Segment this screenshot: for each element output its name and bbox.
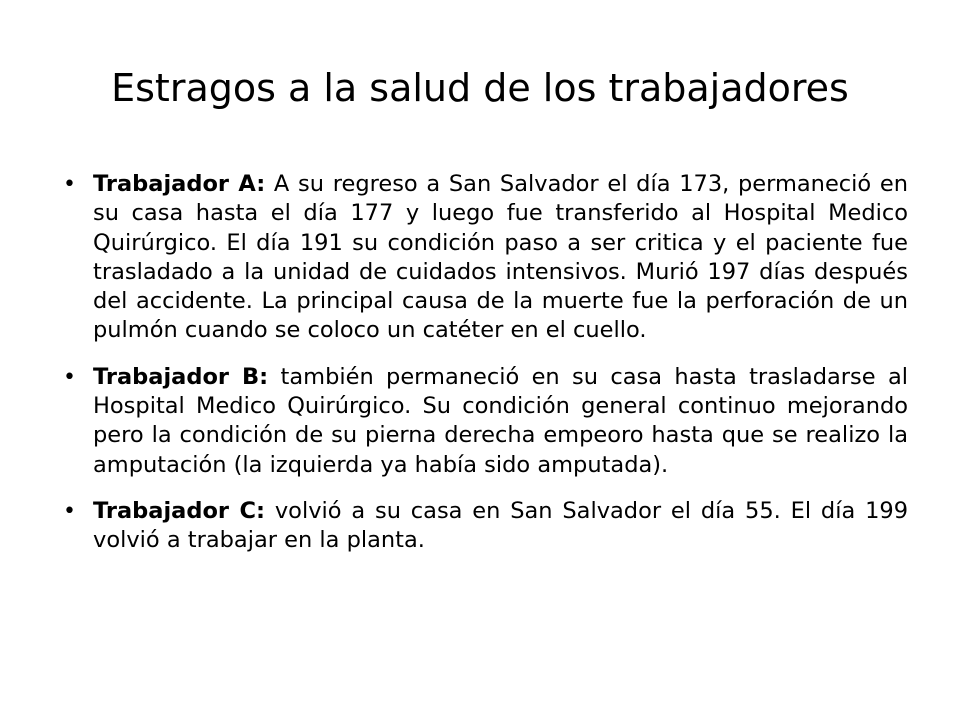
bullet-icon: • (63, 498, 76, 524)
worker-c-label: Trabajador C: (93, 497, 266, 524)
bullet-list (63, 170, 908, 573)
worker-a-label: Trabajador A: (93, 171, 266, 197)
worker-b-text: también permaneció en su casa hasta trasladarse al Hospital Medico Quirúrgico. Su condición general continuo mejorando pero la condición de su pierna derecha empeoro hasta que se realizo la amputación (la izquierda ya había sido amputada). (93, 363, 908, 478)
slide-title: Estragos a la salud de los trabajadores (111, 66, 849, 110)
bullet-item-worker-c (63, 497, 908, 556)
worker-c-text: volvió a su casa en San Salvador el día 55. El día 199 volvió a trabajar en la planta. (93, 497, 909, 554)
bullet-icon: • (63, 364, 76, 390)
bullet-item-worker-b (63, 363, 908, 480)
bullet-icon: • (63, 172, 76, 197)
bullet-item-worker-a (63, 170, 908, 346)
worker-a-text: A su regreso a San Salvador el día 173, permaneció en su casa hasta el día 177 y luego fue transferido al Hospital Medico Quirúrgico. El día 191 su condición paso a ser critica y el paciente fue trasladado a la unidad de cuidados intensivos. Murió 197 días después del accidente. La principal causa de la muerte fue la perforación de un pulmón cuando se coloco un catéter en el cuello. (93, 171, 908, 344)
worker-b-label: Trabajador B: (93, 363, 269, 390)
